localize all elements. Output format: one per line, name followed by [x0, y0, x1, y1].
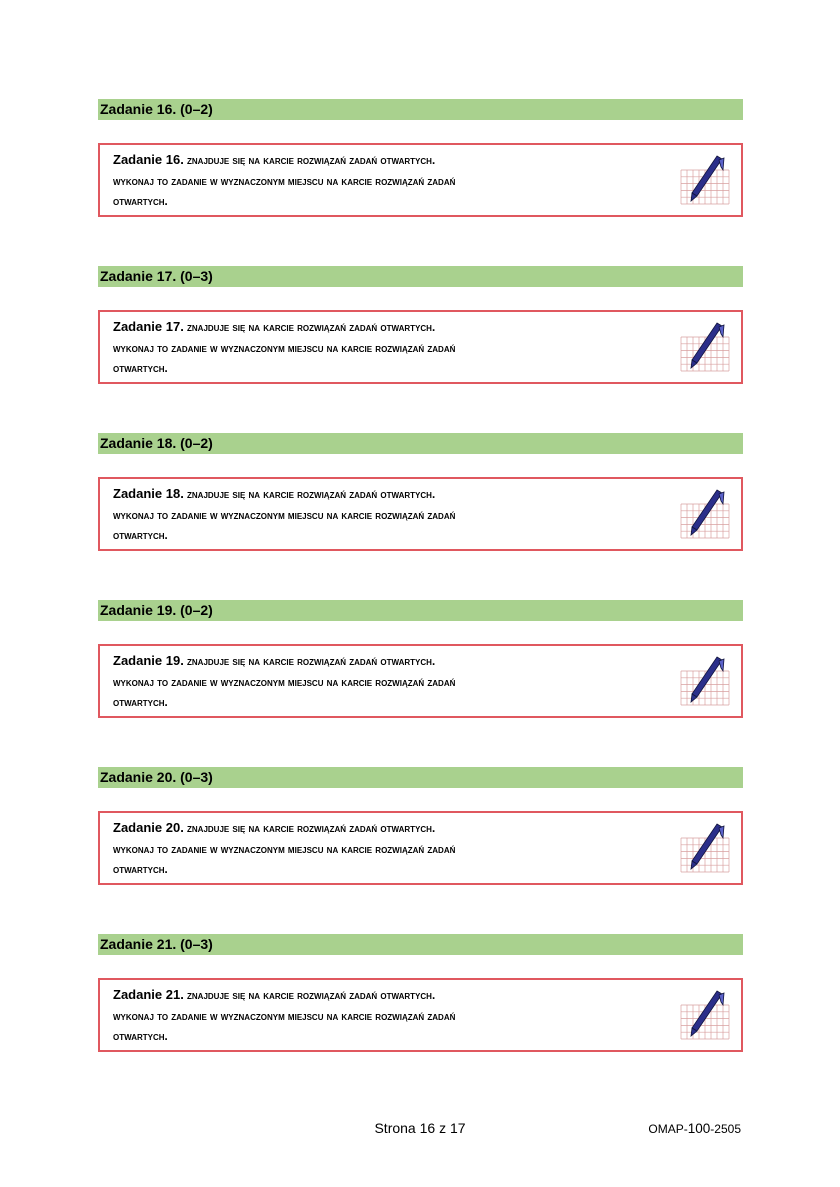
task-block: [98, 99, 743, 217]
task-line3: otwartych.: [113, 363, 168, 375]
task-instruction-text: [113, 150, 673, 213]
task-line3: otwartych.: [113, 530, 168, 542]
page-number: Strona 16 z 17: [374, 1120, 466, 1136]
task-block: [98, 266, 743, 384]
task-line1: znajduje się na karcie rozwiązań zadań otwartych.: [183, 656, 436, 668]
pen-on-grid-icon: [677, 989, 733, 1041]
pen-on-grid-icon: [677, 822, 733, 874]
task-line2: wykonaj to zadanie w wyznaczonym miejscu na karcie rozwiązań zadań: [113, 843, 456, 856]
task-header: Zadanie 17. (0–3): [98, 266, 743, 287]
task-line1: znajduje się na karcie rozwiązań zadań otwartych.: [183, 823, 436, 835]
task-line2: wykonaj to zadanie w wyznaczonym miejscu na karcie rozwiązań zadań: [113, 342, 456, 355]
task-number-lead: Zadanie 21.: [113, 987, 184, 1002]
task-header: Zadanie 16. (0–2): [98, 99, 743, 120]
task-header: Zadanie 21. (0–3): [98, 934, 743, 955]
task-instruction-text: [113, 651, 673, 714]
task-line1: znajduje się na karcie rozwiązań zadań otwartych.: [183, 489, 436, 501]
task-line1: znajduje się na karcie rozwiązań zadań otwartych.: [183, 322, 436, 334]
task-number-lead: Zadanie 17.: [113, 319, 184, 334]
task-instruction-box: [98, 310, 743, 384]
task-instruction-text: [113, 484, 673, 547]
task-instruction-box: [98, 811, 743, 885]
task-number-lead: Zadanie 20.: [113, 820, 184, 835]
task-instruction-text: [113, 317, 673, 380]
task-line3: otwartych.: [113, 1031, 168, 1043]
task-instruction-box: [98, 644, 743, 718]
pen-on-grid-icon: [677, 488, 733, 540]
task-block: [98, 767, 743, 885]
task-line2: wykonaj to zadanie w wyznaczonym miejscu na karcie rozwiązań zadań: [113, 676, 456, 689]
task-instruction-box: [98, 978, 743, 1052]
task-header: Zadanie 18. (0–2): [98, 433, 743, 454]
task-instruction-box: [98, 143, 743, 217]
task-number-lead: Zadanie 19.: [113, 653, 184, 668]
document-code: OMAP-100-2505: [648, 1121, 741, 1136]
task-line2: wykonaj to zadanie w wyznaczonym miejscu na karcie rozwiązań zadań: [113, 1010, 456, 1023]
task-line2: wykonaj to zadanie w wyznaczonym miejscu na karcie rozwiązań zadań: [113, 509, 456, 522]
task-number-lead: Zadanie 16.: [113, 152, 184, 167]
task-line3: otwartych.: [113, 864, 168, 876]
task-header: Zadanie 19. (0–2): [98, 600, 743, 621]
task-line3: otwartych.: [113, 697, 168, 709]
task-block: [98, 600, 743, 718]
task-number-lead: Zadanie 18.: [113, 486, 184, 501]
task-block: [98, 934, 743, 1052]
task-line1: znajduje się na karcie rozwiązań zadań otwartych.: [183, 155, 436, 167]
task-line2: wykonaj to zadanie w wyznaczonym miejscu na karcie rozwiązań zadań: [113, 175, 456, 188]
task-line3: otwartych.: [113, 196, 168, 208]
pen-on-grid-icon: [677, 154, 733, 206]
task-header: Zadanie 20. (0–3): [98, 767, 743, 788]
pen-on-grid-icon: [677, 321, 733, 373]
task-instruction-box: [98, 477, 743, 551]
task-line1: znajduje się na karcie rozwiązań zadań otwartych.: [183, 990, 436, 1002]
task-instruction-text: [113, 818, 673, 881]
task-block: [98, 433, 743, 551]
pen-on-grid-icon: [677, 655, 733, 707]
task-instruction-text: [113, 985, 673, 1048]
